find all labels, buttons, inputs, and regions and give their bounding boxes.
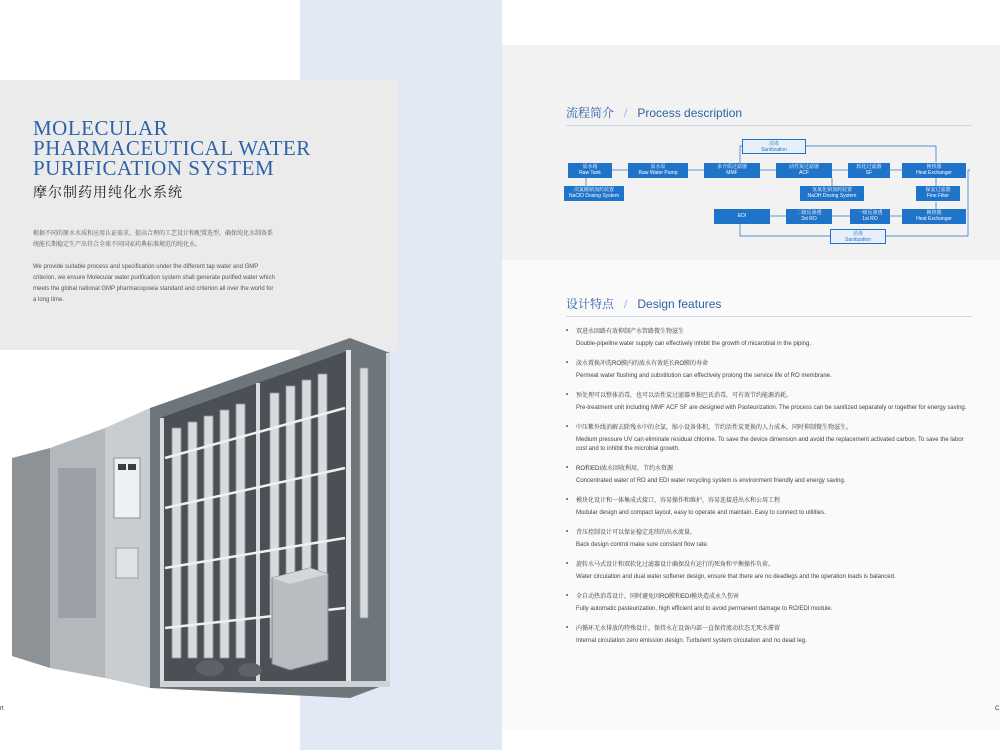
bullet-icon (566, 425, 568, 427)
flow-box-2nd-ro: 二级反渗透 2st RO (786, 209, 832, 224)
flow-box-fine-filter: 保安过滤器 Fine Filter (916, 186, 960, 201)
flow-box-raw-water-pump: 原水泵 Raw Water Pump (628, 163, 688, 178)
process-heading (566, 104, 742, 121)
flow-box-acf: 活性炭过滤器 ACF (776, 163, 832, 178)
feature-item: RO和EDI浓水回收利用，节约水资源 Concentrated water of RO and EDI water recycling system is environment friendly and energy saving. (566, 465, 972, 486)
bullet-icon (566, 594, 568, 596)
feature-item: 预处理可以整体消毒，也可以活性炭过滤器单独巴氏消毒，可有效节约能源消耗。 Pre-treatment unit including MMF ACF SF are designed with Pasteurization. The process can be sanitized separately or together for energy saving. (566, 392, 972, 413)
flow-box-sanitization-top: 消毒 Sanitization (742, 139, 806, 154)
process-heading-en: Process description (637, 106, 743, 120)
bullet-icon (566, 530, 568, 532)
process-flow-diagram (556, 136, 976, 248)
flow-box-naclo-dosing: 次氯酸钠加药装置 NaClO Dosing System (564, 186, 624, 201)
title-line-3: PURIFICATION SYSTEM (33, 156, 275, 180)
feature-item: 背压控制设计可以保证稳定连续的出水流量。 Back design control make sure constant flow rate. (566, 529, 972, 550)
feature-item: 双进水回路有效抑制产水管路微生物滋生 Double-pipeline water supply can effectively inhibit the growth of micarobial in the piping. (566, 328, 972, 349)
flow-box-heat-exchanger-2: 换热器 Heat Exchanger (902, 209, 966, 224)
heading-separator: / (624, 297, 628, 311)
bullet-icon (566, 393, 568, 395)
bullet-icon (566, 329, 568, 331)
design-rule (566, 316, 972, 317)
flow-box-mmf: 多介质过滤器 MMF (704, 163, 760, 178)
feature-item: 中压紫外线消解去除残水中的余氯，缩小设备体积，节约活性炭更换的人力成本，同时抑制微生物滋生。 Medium pressure UV can eliminate residual chlorine. To save the device dimension and avoid the replacement activated carbon. To save the labor cost and to inhibit the microbial growth. (566, 424, 972, 454)
flow-box-raw-tank: 原水箱 Raw Tank (568, 163, 612, 178)
flow-box-sf: 软化过滤器 SF (848, 163, 890, 178)
intro-text-cn: 根据不同的原水水质和应用认证需求，提高合理的工艺设计和配置选型，确保纯化水制备系统能长期稳定生产出符合全球不同国家药典标准规范的纯化水。 (33, 231, 274, 248)
design-heading (566, 295, 721, 312)
flow-box-naoh-dosing: 氢氧化钠加药装置 NaOH Dosing System (800, 186, 864, 201)
page-number-right: C (995, 706, 1000, 712)
flow-box-1st-ro: 一级反渗透 1st RO (850, 209, 890, 224)
intro-text-en: We provide suitable process and specification under the different tap water and GMP criterion, we ensure Molecular water purification system shall generate purified water which meets the global national GMP pharmacopoeia standard and criterion all over the world for a long time. (33, 264, 275, 303)
page-title-en (33, 118, 333, 178)
bullet-icon (566, 466, 568, 468)
title-line-2: PHARMACEUTICAL WATER (33, 136, 311, 160)
design-heading-en: Design features (637, 297, 722, 311)
feature-item: 全自动热消毒设计，同时避免因RO膜和EDI模块造成永久伤害 Fully automatic pasteurization, high efficient and to avoid permanent damage to RO/EDI module. (566, 593, 972, 614)
flow-box-heat-exchanger-1: 换热器 Heat Exchanger (902, 163, 966, 178)
feature-item: 内循环无水排放的特殊设计，保持水在设备内部一直保持流动状态无死水滞留 Internal circulation zero emission design. Turbulent system circulation and no dead leg. (566, 625, 972, 646)
water-system-machine-image (10, 338, 390, 710)
flow-box-edi: EDI (714, 209, 770, 224)
feature-item: 旋转水马式设计和双软化过滤器设计确保没有运行的死角和平衡操作负荷。 Water circulation and dual water softener design, ensure that there are no deadlegs and the operation loads is balanced. (566, 561, 972, 582)
heading-separator: / (624, 106, 628, 120)
feature-item: 淡水置换冲洗RO膜内的浓水有效延长RO膜的寿命 Permeat water flushing and substitution can effectively prolong the service life of RO membrane. (566, 360, 972, 381)
bullet-icon (566, 498, 568, 500)
page-number-left: rt (0, 706, 4, 712)
bullet-icon (566, 361, 568, 363)
process-heading-cn: 流程简介 (566, 106, 615, 120)
process-rule (566, 125, 972, 126)
page-title-cn: 摩尔制药用纯化水系统 (33, 184, 183, 200)
title-line-1: MOLECULAR (33, 116, 169, 140)
design-heading-cn: 设计特点 (566, 297, 615, 311)
bullet-icon (566, 562, 568, 564)
design-feature-list (566, 328, 972, 657)
flow-box-sanitization-bottom: 消毒 Sanitization (830, 229, 886, 244)
feature-item: 模块化设计和一体集成式接口，容易操作和维护，容易连接进出水和公用工程 Modular design and compact layout, easy to operate and maintain. Easy to connect to utilities. (566, 497, 972, 518)
bullet-icon (566, 626, 568, 628)
